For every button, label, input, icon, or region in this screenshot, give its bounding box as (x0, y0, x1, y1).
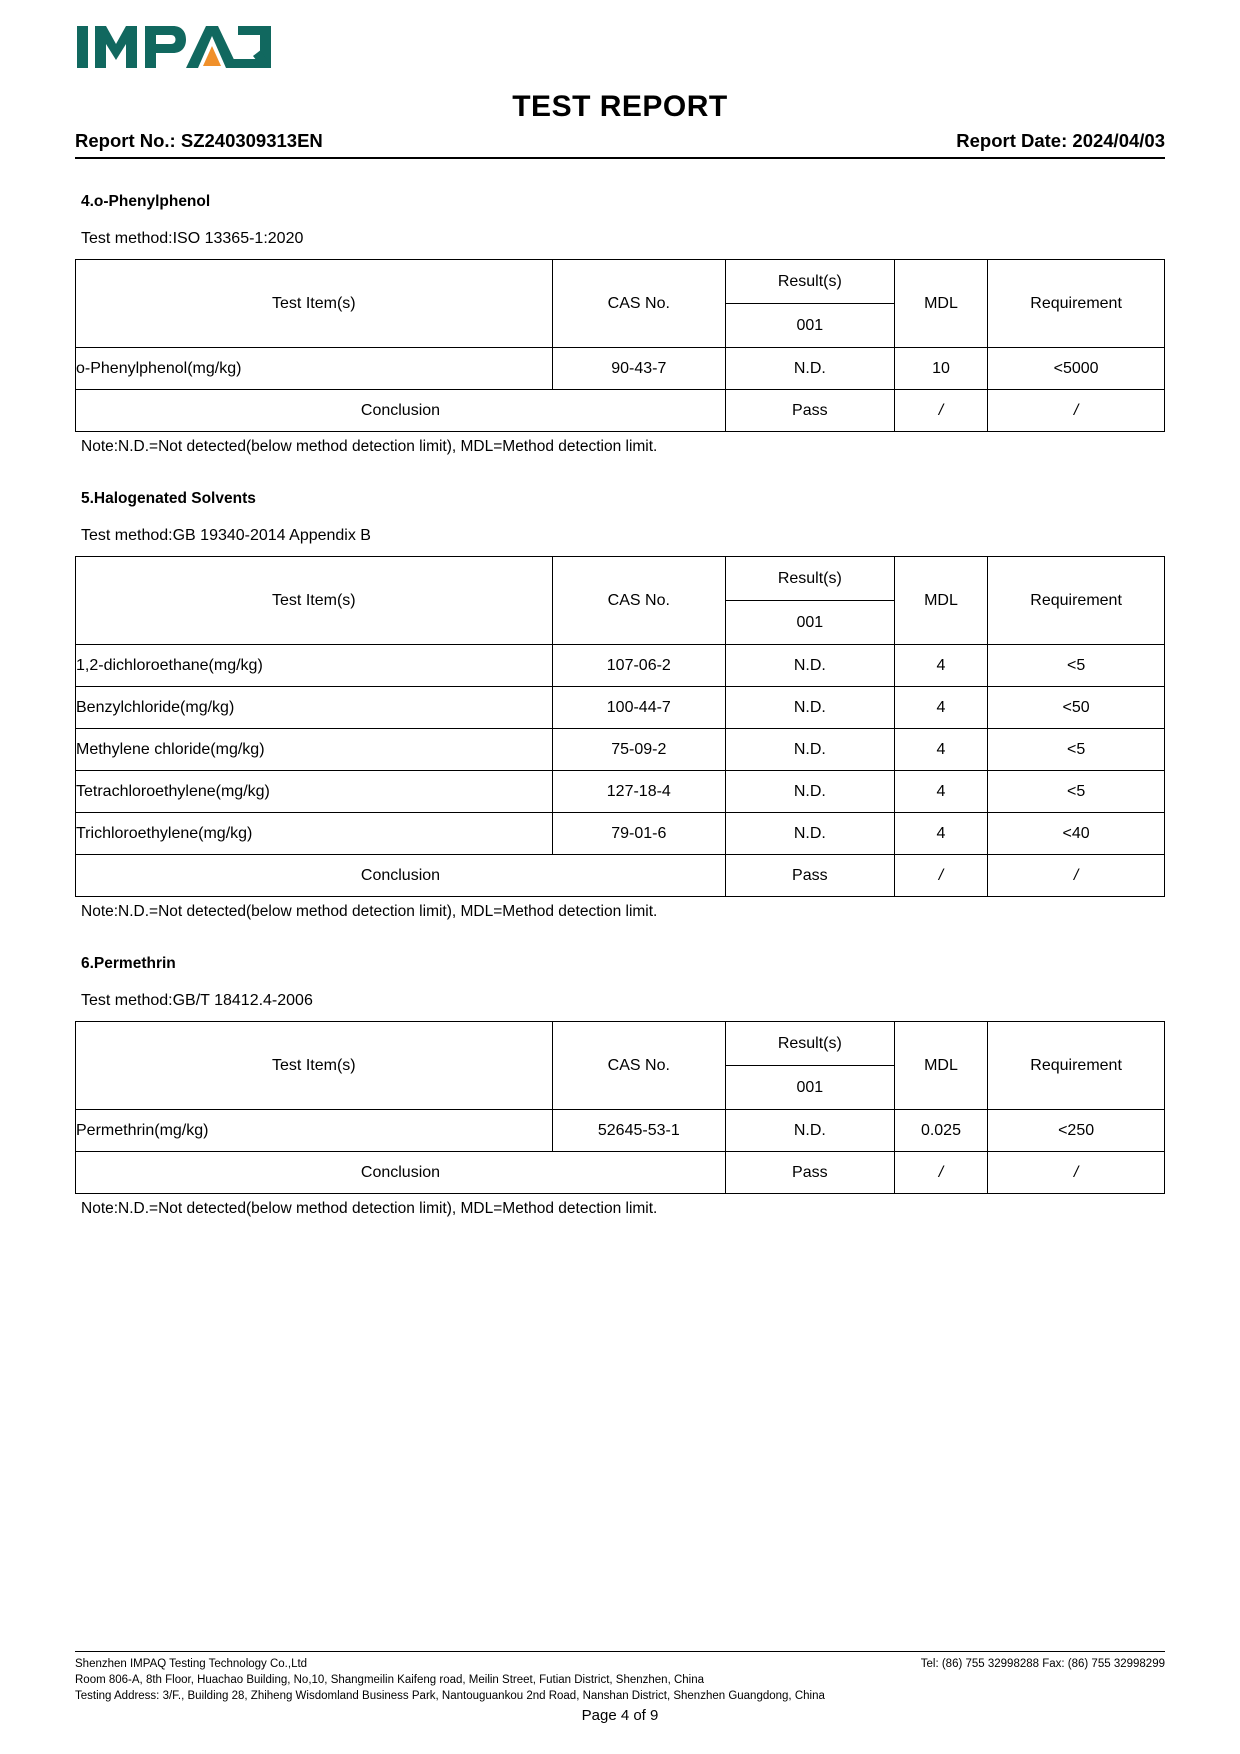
conclusion-value: Pass (725, 390, 894, 432)
cell-test-item: 1,2-dichloroethane(mg/kg) (76, 645, 553, 687)
table-row (76, 645, 1165, 687)
cell-mdl: 0.025 (894, 1110, 988, 1152)
column-header-requirement: Requirement (988, 260, 1165, 348)
footer-company-name: Shenzhen IMPAQ Testing Technology Co.,Ltd (75, 1658, 308, 1670)
table-row (76, 813, 1165, 855)
cell-test-item: Methylene chloride(mg/kg) (76, 729, 553, 771)
conclusion-mdl-placeholder: / (894, 1152, 988, 1194)
impaq-logo (75, 22, 275, 72)
report-meta-bar (75, 130, 1165, 159)
cell-result: N.D. (725, 645, 894, 687)
logo-container (75, 0, 1165, 78)
footer-page-number: Page 4 of 9 (581, 1707, 659, 1724)
column-header-test-item: Test Item(s) (76, 557, 553, 645)
cell-requirement: <250 (988, 1110, 1165, 1152)
conclusion-mdl-placeholder: / (894, 390, 988, 432)
impaq-logo-icon (75, 22, 275, 72)
footer-contact: Tel: (86) 755 32998288 Fax: (86) 755 32998299 (920, 1658, 1165, 1670)
report-date: Report Date: 2024/04/03 (956, 130, 1165, 151)
cell-test-item: Tetrachloroethylene(mg/kg) (76, 771, 553, 813)
conclusion-mdl-placeholder: / (894, 855, 988, 897)
section-permethrin (75, 955, 1165, 1218)
cell-mdl: 4 (894, 645, 988, 687)
column-header-mdl: MDL (894, 1022, 988, 1110)
conclusion-requirement-placeholder: / (988, 1152, 1165, 1194)
column-header-mdl: MDL (894, 260, 988, 348)
table-row (76, 729, 1165, 771)
report-number: Report No.: SZ240309313EN (75, 130, 323, 151)
column-header-results-label: Result(s) (726, 260, 894, 304)
column-header-cas-no: CAS No. (552, 260, 725, 348)
column-header-results-label: Result(s) (726, 1022, 894, 1066)
column-header-results-label: Result(s) (726, 557, 894, 601)
table-row (76, 771, 1165, 813)
column-header-results (725, 557, 894, 645)
table-note: Note:N.D.=Not detected(below method detection limit), MDL=Method detection limit. (81, 438, 658, 455)
column-header-requirement: Requirement (988, 1022, 1165, 1110)
column-header-cas-no: CAS No. (552, 557, 725, 645)
cell-requirement: <50 (988, 687, 1165, 729)
cell-cas-no: 90-43-7 (552, 348, 725, 390)
cell-result: N.D. (725, 771, 894, 813)
footer-company-row (75, 1656, 1165, 1672)
page-title: TEST REPORT (512, 90, 728, 123)
cell-mdl: 4 (894, 813, 988, 855)
results-table (75, 259, 1165, 432)
section-heading: 5.Halogenated Solvents (81, 490, 256, 507)
cell-cas-no: 75-09-2 (552, 729, 725, 771)
cell-cas-no: 127-18-4 (552, 771, 725, 813)
results-table (75, 556, 1165, 897)
conclusion-label: Conclusion (76, 1152, 726, 1194)
page-footer (75, 1651, 1165, 1724)
column-header-results (725, 260, 894, 348)
column-header-sample-id: 001 (796, 317, 824, 334)
footer-address: Room 806-A, 8th Floor, Huachao Building, No,10, Shangmeilin Kaifeng road, Meilin Street, Futian District, Shenzhen, China (75, 1674, 705, 1686)
cell-result: N.D. (725, 729, 894, 771)
conclusion-requirement-placeholder: / (988, 390, 1165, 432)
cell-mdl: 10 (894, 348, 988, 390)
cell-result: N.D. (725, 1110, 894, 1152)
cell-test-item: Benzylchloride(mg/kg) (76, 687, 553, 729)
cell-requirement: <40 (988, 813, 1165, 855)
table-row (76, 687, 1165, 729)
cell-result: N.D. (725, 813, 894, 855)
cell-cas-no: 107-06-2 (552, 645, 725, 687)
cell-requirement: <5 (988, 771, 1165, 813)
cell-test-item: Permethrin(mg/kg) (76, 1110, 553, 1152)
conclusion-label: Conclusion (76, 390, 726, 432)
table-note: Note:N.D.=Not detected(below method detection limit), MDL=Method detection limit. (81, 1200, 658, 1217)
section-test-method: Test method:GB 19340-2014 Appendix B (81, 527, 371, 544)
cell-requirement: <5 (988, 729, 1165, 771)
section-heading: 6.Permethrin (81, 955, 176, 972)
cell-requirement: <5 (988, 645, 1165, 687)
cell-mdl: 4 (894, 771, 988, 813)
column-header-results (725, 1022, 894, 1110)
cell-result: N.D. (725, 687, 894, 729)
column-header-cas-no: CAS No. (552, 1022, 725, 1110)
conclusion-requirement-placeholder: / (988, 855, 1165, 897)
table-note: Note:N.D.=Not detected(below method detection limit), MDL=Method detection limit. (81, 903, 658, 920)
column-header-sample-id: 001 (796, 614, 824, 631)
cell-result: N.D. (725, 348, 894, 390)
section-halogenated-solvents (75, 490, 1165, 921)
section-heading: 4.o-Phenylphenol (81, 193, 211, 210)
table-row (76, 1110, 1165, 1152)
column-header-test-item: Test Item(s) (76, 260, 553, 348)
conclusion-label: Conclusion (76, 855, 726, 897)
cell-test-item: Trichloroethylene(mg/kg) (76, 813, 553, 855)
column-header-test-item: Test Item(s) (76, 1022, 553, 1110)
section-test-method: Test method:ISO 13365-1:2020 (81, 230, 304, 247)
cell-cas-no: 100-44-7 (552, 687, 725, 729)
section-o-phenylphenol (75, 193, 1165, 456)
conclusion-value: Pass (725, 1152, 894, 1194)
cell-requirement: <5000 (988, 348, 1165, 390)
results-table (75, 1021, 1165, 1194)
footer-testing-address: Testing Address: 3/F., Building 28, Zhiheng Wisdomland Business Park, Nantouguankou 2nd Road, Nanshan District, Shenzhen Guangdong, China (75, 1690, 825, 1702)
cell-test-item: o-Phenylphenol(mg/kg) (76, 348, 553, 390)
section-test-method: Test method:GB/T 18412.4-2006 (81, 992, 313, 1009)
cell-mdl: 4 (894, 729, 988, 771)
cell-cas-no: 79-01-6 (552, 813, 725, 855)
cell-mdl: 4 (894, 687, 988, 729)
conclusion-row (76, 1152, 1165, 1194)
conclusion-value: Pass (725, 855, 894, 897)
column-header-mdl: MDL (894, 557, 988, 645)
column-header-requirement: Requirement (988, 557, 1165, 645)
conclusion-row (76, 390, 1165, 432)
table-row (76, 348, 1165, 390)
cell-cas-no: 52645-53-1 (552, 1110, 725, 1152)
column-header-sample-id: 001 (796, 1079, 824, 1096)
conclusion-row (76, 855, 1165, 897)
